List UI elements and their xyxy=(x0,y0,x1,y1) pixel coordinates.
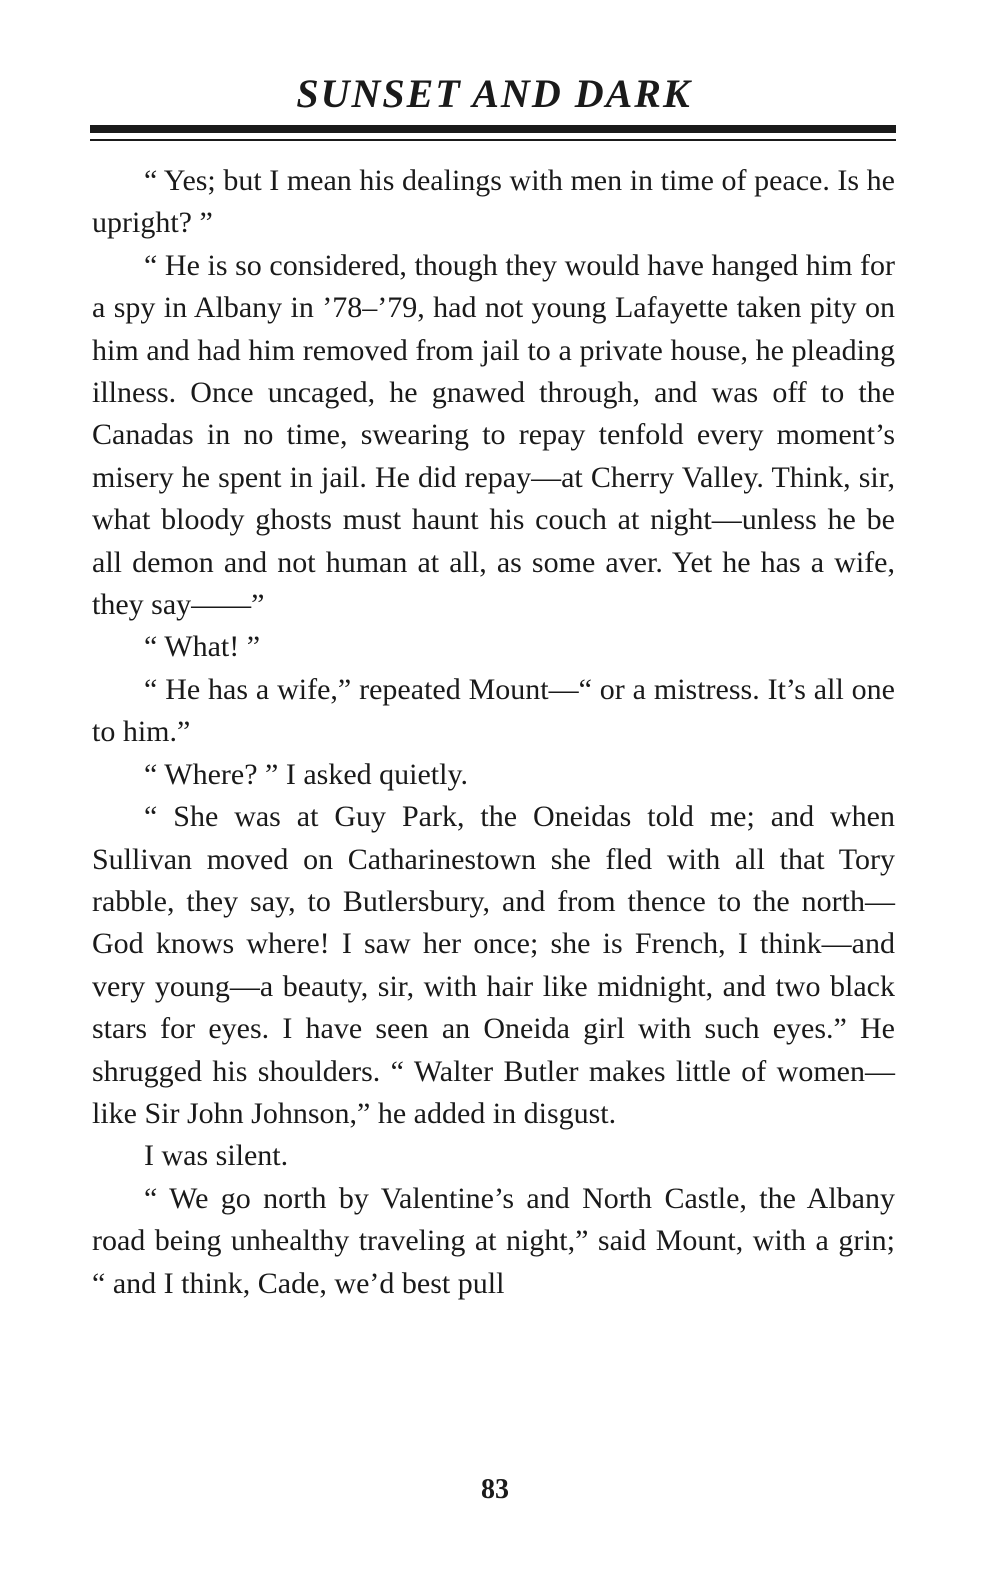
paragraph: “ What! ” xyxy=(144,630,261,664)
header-rule-thick xyxy=(90,125,896,133)
header-rule-thin xyxy=(90,139,896,141)
paragraph: “ He is so considered, though they would have hanged him for a spy in Albany in ’78–’79, had not young Lafayette taken pity on him and had him removed from jail to a private house, he pleading illness. Once uncaged, he gnawed through, and was off to the Canadas in no time, swearing to repay tenfold every moment’s misery he spent in jail. He did repay—at Cherry Valley. Think, sir, what bloody ghosts must haunt his couch at night—unless he be all demon and not human at all, as some aver. Yet he has a wife, they say——” xyxy=(92,248,895,622)
page-number: 83 xyxy=(481,1474,509,1505)
paragraph: “ We go north by Valentine’s and North Castle, the Albany road being unhealthy traveling at night,” said Mount, with a grin; “ and I think, Cade, we’d best pull xyxy=(92,1181,895,1300)
paragraph: “ Yes; but I mean his dealings with men in time of peace. Is he upright? ” xyxy=(92,164,895,240)
body-text xyxy=(92,160,895,1305)
paragraph: I was silent. xyxy=(144,1139,289,1173)
paragraph: “ He has a wife,” repeated Mount—“ or a mistress. It’s all one to him.” xyxy=(92,672,895,749)
paragraph: “ Where? ” I asked quietly. xyxy=(144,757,469,791)
paragraph: “ She was at Guy Park, the Oneidas told me; and when Sullivan moved on Catharinestown she fled with all that Tory rabble, they say, to Butlersbury, and from thence to the north—God knows where! I saw her once; she is French, I think—and very young—a beauty, sir, with hair like midnight, and two black stars for eyes. I have seen an Oneida girl with such eyes.” He shrugged his shoulders. “ Walter Butler makes little of women—like Sir John Johnson,” he added in disgust. xyxy=(92,800,895,1130)
running-head: SUNSET AND DARK xyxy=(296,71,692,116)
